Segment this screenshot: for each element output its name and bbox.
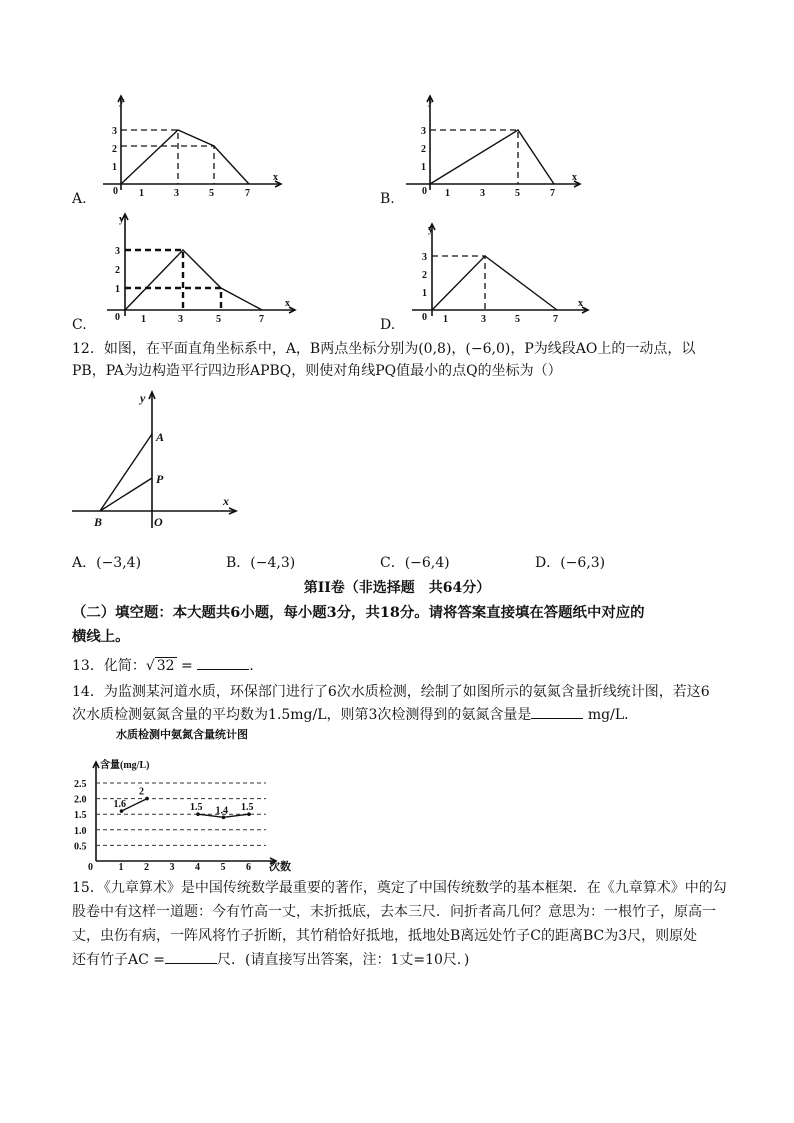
svg-text:3: 3	[421, 126, 426, 137]
svg-text:x: x	[572, 172, 577, 183]
q14-answer-blank[interactable]	[531, 704, 583, 719]
chart-x-tick: 2	[144, 862, 149, 873]
chart-data-label: 1.6	[113, 799, 126, 811]
q12-y-label: y	[140, 391, 146, 405]
svg-text:1: 1	[112, 162, 117, 173]
q13: 13．化简：√ 32 = .	[72, 655, 254, 677]
svg-text:7: 7	[245, 188, 250, 198]
q12-figure	[70, 388, 242, 530]
svg-text:3: 3	[115, 246, 120, 257]
chart-ylabel: 含量(mg/L)	[100, 760, 150, 771]
x-axis-label: x	[273, 172, 278, 183]
chart-y-tick: 2.0	[74, 794, 87, 806]
q12-choice-a: A．(−3,4)	[72, 555, 142, 571]
q12-origin-o: O	[154, 515, 163, 529]
option-d-graph	[410, 220, 595, 326]
chart-origin: 0	[88, 862, 93, 873]
q15-text-line1: 15．《九章算术》是中国传统数学最重要的著作，奠定了中国传统数学的基本框架．在《九章算术》中的勾	[72, 880, 727, 896]
q13-prefix: 13．化简：	[72, 658, 146, 674]
chart-data-label: 1.5	[190, 802, 203, 814]
chart-x-tick: 6	[246, 862, 251, 873]
q15-text-line4: 还有竹子AC = 尺．(请直接写出答案，注：1丈=10尺．)	[72, 949, 469, 971]
chart-y-tick: 0.5	[74, 841, 87, 853]
svg-text:x: x	[285, 298, 290, 309]
svg-text:5: 5	[515, 188, 520, 198]
chart-data-label: 2	[139, 786, 144, 798]
svg-text:7: 7	[259, 314, 264, 325]
q13-equals: =	[181, 658, 193, 674]
svg-text:1: 1	[115, 284, 120, 295]
svg-text:2: 2	[422, 270, 427, 281]
svg-text:1: 1	[422, 288, 427, 299]
chart-y-tick: 1.0	[74, 825, 87, 837]
svg-text:7: 7	[550, 188, 555, 198]
svg-text:y: y	[428, 224, 433, 235]
svg-text:x: x	[578, 298, 583, 309]
q12-text-line1: 12．如图，在平面直角坐标系中，A，B两点坐标分别为(0,8)，(−6,0)，P为线段AO上的一动点，以	[72, 341, 696, 357]
ammonia-line-chart	[66, 726, 306, 876]
svg-text:1: 1	[139, 188, 144, 198]
svg-text:3: 3	[481, 314, 486, 325]
chart-x-tick: 1	[118, 862, 124, 873]
svg-text:3: 3	[174, 188, 179, 198]
svg-text:2: 2	[421, 144, 426, 155]
svg-text:1: 1	[445, 188, 450, 198]
option-c-graph	[105, 210, 300, 326]
chart-x-tick: 5	[220, 862, 226, 873]
option-d-label: D.	[380, 317, 396, 333]
svg-text:5: 5	[209, 188, 214, 198]
svg-text:3: 3	[480, 188, 485, 198]
q12-point-a: A	[156, 430, 165, 444]
svg-text:0: 0	[422, 186, 427, 197]
q12-choice-c: C．(−6,4)	[380, 555, 450, 571]
svg-text:3: 3	[178, 314, 183, 325]
svg-text:0: 0	[115, 312, 120, 323]
chart-y-tick: 1.5	[74, 810, 87, 822]
q12-point-b: B	[94, 515, 103, 529]
chart-xlabel: 次数	[269, 861, 291, 873]
chart-data-label: 1.4	[215, 805, 228, 817]
option-c-label: C.	[72, 317, 87, 333]
q15-text-line3: 丈，虫伤有病，一阵风将竹子折断，其竹稍恰好抵地，抵地处B离远处竹子C的距离BC为3尺，则原处	[72, 928, 698, 944]
svg-text:1: 1	[421, 162, 426, 173]
svg-text:2: 2	[115, 265, 120, 276]
chart-data-label: 1.5	[241, 802, 254, 814]
q15-answer-blank[interactable]	[165, 949, 217, 964]
q12-choice-d: D．(−6,3)	[535, 555, 606, 571]
y-axis-label: y	[119, 96, 124, 107]
q12-choice-b: B．(−4,3)	[226, 555, 296, 571]
option-b-label: B.	[380, 191, 395, 207]
svg-text:0: 0	[422, 312, 427, 323]
q12-text-line2: PB，PA为边构造平行四边形APBQ，则使对角线PQ值最小的点Q的坐标为（）	[72, 363, 562, 379]
origin-label: 0	[113, 186, 118, 197]
chart-x-tick: 4	[195, 862, 200, 873]
q13-radicand: 32	[156, 658, 175, 674]
svg-text:1: 1	[443, 314, 448, 325]
svg-text:7: 7	[553, 314, 558, 325]
q12-point-p: P	[156, 472, 164, 486]
fill-heading-line2: 横线上。	[72, 628, 130, 645]
fill-heading-line1: （二）填空题：本大题共6小题，每小题3分，共18分。请将答案直接填在答题纸中对应的	[72, 604, 645, 621]
svg-text:2: 2	[112, 144, 117, 155]
q14-text-line2: 次水质检测氨氮含量的平均数为1.5mg/L，则第3次检测得到的氨氮含量是 mg/L．	[72, 704, 638, 726]
svg-text:5: 5	[216, 314, 221, 325]
svg-text:3: 3	[112, 126, 117, 137]
svg-text:y: y	[428, 96, 433, 107]
option-a-label: A.	[72, 191, 87, 207]
section-title: 第II卷（非选择题 共64分）	[303, 580, 491, 596]
svg-text:y: y	[119, 214, 124, 225]
svg-text:5: 5	[515, 314, 520, 325]
chart-title: 水质检测中氨氮含量统计图	[116, 729, 248, 741]
q14-text-line1: 14．为监测某河道水质，环保部门进行了6次水质检测，绘制了如图所示的氨氮含量折线统计图，若这6	[72, 684, 710, 700]
chart-x-tick: 3	[169, 862, 175, 873]
option-a-graph	[95, 92, 290, 198]
svg-text:3: 3	[422, 252, 427, 263]
option-b-graph	[402, 92, 587, 198]
chart-y-tick: 2.5	[74, 779, 87, 790]
svg-text:1: 1	[141, 314, 146, 325]
sqrt-symbol: √	[145, 658, 155, 674]
q12-x-label: x	[223, 494, 229, 508]
q15-text-line2: 股卷中有这样一道题：今有竹高一丈，末折抵底，去本三尺．问折者高几何？意思为：一根竹子，原高一	[72, 904, 716, 920]
chart-point	[145, 797, 149, 801]
q13-answer-blank[interactable]	[197, 655, 249, 670]
